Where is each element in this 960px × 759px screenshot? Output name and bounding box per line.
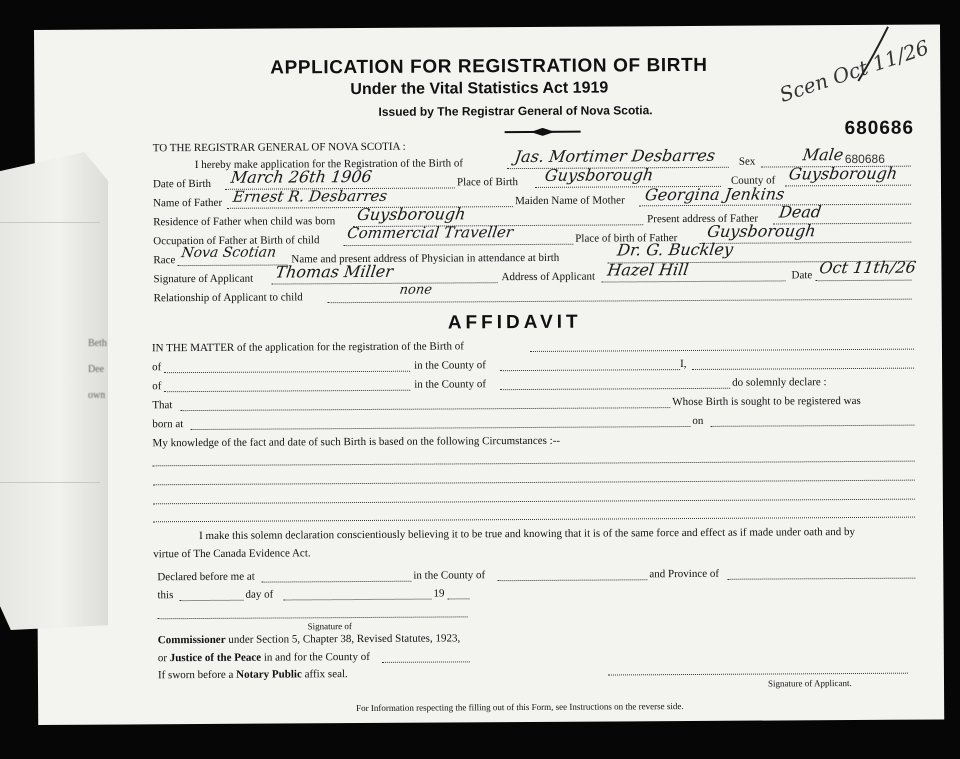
justice-text: in and for the County of [263,650,370,664]
sex-label: Sex [738,155,756,168]
justice-county-line [382,661,470,663]
relationship-field-line [328,299,912,304]
mother-maiden-value: Georgina Jenkins [643,184,786,205]
flap-crease-line [0,222,100,223]
relationship-value: none [398,282,433,298]
affidavit-heading: AFFIDAVIT [447,311,582,334]
affidavit-on-line [710,425,914,427]
affidavit-matter: IN THE MATTER of the application for the registration of the Birth of [151,340,464,355]
date-label: Date [791,269,813,282]
notary-pre: If sworn before a [157,668,234,682]
applicant-address-label: Address of Applicant [501,270,596,284]
affidavit-born-at-line [190,426,690,430]
place-of-birth-label: Place of Birth [456,176,519,189]
day-of-label: day of [245,588,274,601]
this-line [179,600,243,601]
flap-bleed-text-1: Beth [88,338,107,349]
father-present-label: Present address of Father [647,212,759,226]
place-of-birth-value: Guysborough [543,165,655,185]
affidavit-i-line [692,368,914,370]
county-field-line [785,185,911,187]
commissioner-text: under Section 5, Chapter 38, Revised Statutes, 1923, [228,632,461,646]
affidavit-county-label-2: in the County of [414,378,487,391]
notary-line [158,669,348,681]
applicant-address-value: Hazel Hill [606,259,690,280]
affidavit-born-at-label: born at [152,418,184,431]
father-residence-label: Residence of Father when child was born [153,215,336,229]
relationship-label: Relationship of Applicant to child [153,291,303,305]
declaration-text: I make this solemn declaration conscientiously believing it to be true and knowing that it is of the same force and effect as if made under oath and by [199,525,856,543]
declared-before-line [261,581,411,583]
county-value: Guysborough [787,163,899,184]
affidavit-on-label: on [692,414,704,427]
commissioner-signature-line [158,616,468,619]
county-label: County of [730,174,776,187]
date-field-line [816,280,912,282]
corner-note: Scen Oct 11/26 [776,35,932,107]
issued-by: Issued by The Registrar General of Nova Scotia. [378,103,653,119]
affidavit-of-label-1: of [152,361,162,374]
father-present-value: Dead [777,202,823,222]
affidavit-declare-label: do solemnly declare : [732,376,827,389]
sex-stamp: 680686 [844,151,885,167]
date-value: Oct 11th/26 [818,257,918,278]
circumstances-line-4 [153,517,915,523]
applicant-signature-caption: Signature of Applicant. [767,678,852,689]
affidavit-that-line [180,407,670,411]
or-label: or [157,652,168,665]
flap-bleed-text-3: own [88,390,106,401]
applicant-signature-label: Signature of Applicant [153,272,254,286]
footer-note: For Information respecting the filling out of this Form, see Instructions on the reverse side. [356,701,684,714]
affidavit-i-label: I, [680,358,687,371]
province-label: and Province of [649,567,720,581]
flap-bleed-text-2: Dee [88,364,105,375]
commissioner-line [158,633,461,646]
applicant-signature-field-line [272,282,498,284]
physician-value: Dr. G. Buckley [616,239,735,260]
father-occupation-label: Occupation of Father at Birth of child [153,234,320,248]
father-name-value: Ernest R. Desbarres [231,186,389,206]
this-label: this [157,589,174,602]
day-of-line [283,599,431,601]
race-value: Nova Scotian [180,244,278,262]
justice-label: Justice of the Peace [169,651,262,665]
father-residence-value: Guysborough [355,204,467,225]
form-title: APPLICATION FOR REGISTRATION OF BIRTH [270,54,708,79]
father-occupation-value: Commercial Traveller [346,223,515,243]
commissioner-label: Commissioner [157,633,226,647]
father-birthplace-label: Place of birth of Father [575,232,678,245]
affidavit-of-label-2: of [152,380,162,393]
affidavit-of-line-1 [164,371,410,374]
notary-label: Notary Public [236,668,302,681]
race-label: Race [153,254,176,267]
father-occupation-field-line [343,244,573,246]
date-of-birth-label: Date of Birth [152,177,212,191]
form-subtitle: Under the Vital Statistics Act 1919 [350,79,609,99]
applicant-final-signature-line [608,673,908,676]
sex-value: Male [801,145,845,165]
race-field-line [177,264,287,266]
physician-label: Name and present address of Physician in attendance at birth [291,251,560,266]
applicant-address-field-line [602,280,786,282]
application-label: I hereby make application for the Registration of the Birth of [194,157,464,172]
justice-line [158,652,370,664]
affidavit-birth-of-line [530,349,914,352]
flap-crease-line [0,482,100,483]
signature-of-label: Signature of [307,621,352,632]
addressee: TO THE REGISTRAR GENERAL OF NOVA SCOTIA : [152,140,406,155]
affidavit-whose-birth: Whose Birth is sought to be registered was [672,394,861,409]
registration-stamp-number: 680686 [844,117,915,140]
circumstances-line-3 [153,499,915,505]
header-flourish [503,128,583,136]
applicant-signature-value: Thomas Miller [274,261,395,282]
year-label: 19 [433,587,445,600]
declared-before-label: Declared before me at [157,570,255,584]
declaration-text-2: virtue of The Canada Evidence Act. [153,547,311,561]
child-name-value: Jas. Mortimer Desbarres [513,145,717,167]
affidavit-that-label: That [152,399,173,412]
declared-county-line [497,579,647,581]
father-birthplace-value: Guysborough [706,221,817,241]
date-of-birth-value: March 26th 1906 [229,166,374,187]
declared-county-label: in the County of [413,569,486,582]
circumstances-line-2 [153,480,915,486]
circumstances-line-1 [153,461,915,467]
affidavit-knowledge: My knowledge of the fact and date of such Birth is based on the following Circumstances :-- [152,434,561,450]
mother-maiden-label: Maiden Name of Mother [515,194,625,208]
birth-registration-form [34,24,944,725]
affidavit-of-line-2 [164,390,410,393]
affidavit-county-line-2 [500,388,730,390]
corner-pencil-mark [854,25,894,85]
affidavit-county-line-1 [500,369,680,371]
notary-post: affix seal. [304,668,348,681]
province-line [727,578,915,580]
father-name-label: Name of Father [153,196,223,210]
year-line [447,598,469,599]
affidavit-county-label-1: in the County of [414,359,486,372]
